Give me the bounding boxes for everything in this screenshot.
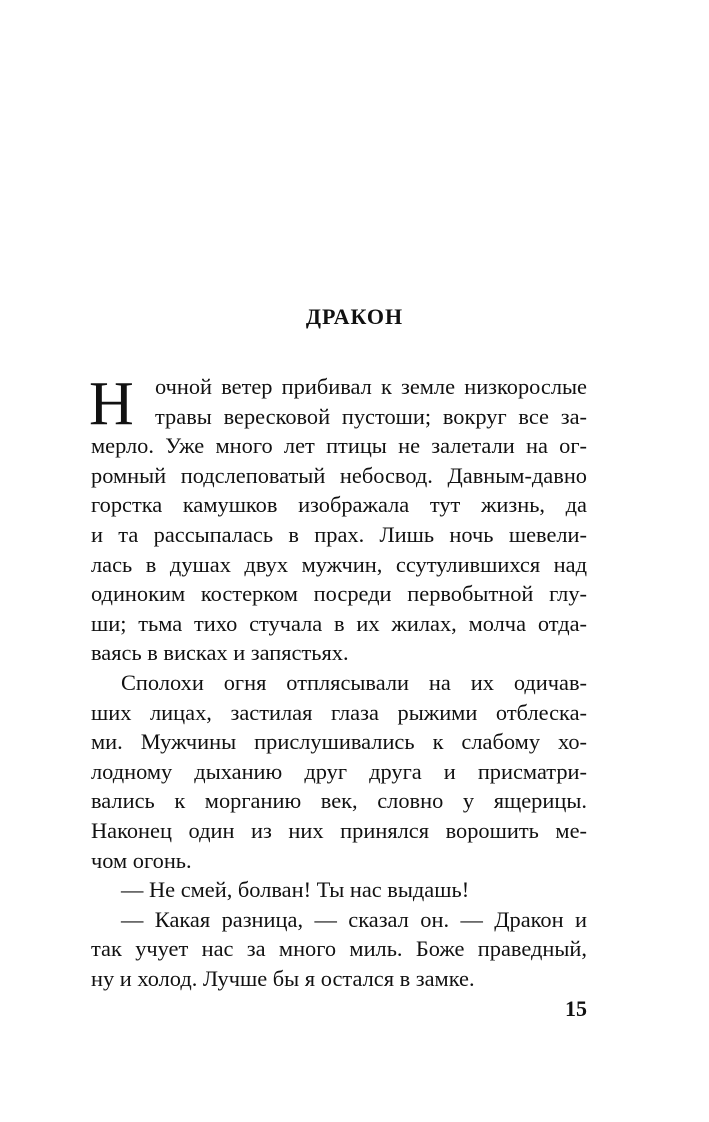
page-number: 15 — [565, 996, 587, 1021]
text-line: ну и холод. Лучше бы я остался в замке. — [91, 965, 475, 991]
chapter-title: ДРАКОН — [305, 304, 404, 329]
drop-cap: Н — [89, 370, 134, 438]
text-line: так учует нас за много миль. Боже праведный, — [91, 936, 587, 962]
text-line: ми. Мужчины прислушивались к слабому хо- — [91, 729, 587, 755]
body-text — [91, 372, 587, 993]
text-line: Сполохи огня отплясывали на их одичав- — [121, 669, 587, 695]
text-line: — Не смей, болван! Ты нас выдашь! — [121, 877, 470, 903]
text-line: Наконец один из них принялся ворошить ме- — [91, 817, 587, 843]
text-line: ваясь в висках и запястьях. — [91, 640, 349, 666]
text-line: и та рассыпалась в прах. Лишь ночь шевели- — [91, 521, 587, 547]
text-line: лодному дыханию друг друга и присматри- — [91, 758, 587, 784]
text-line: лась в душах двух мужчин, ссутулившихся над — [91, 551, 587, 577]
text-line: одиноким костерком посреди первобытной глу- — [91, 581, 587, 607]
text-line: — Какая разница, — сказал он. — Дракон и — [121, 906, 587, 932]
text-line: мерло. Уже много лет птицы не залетали на ог- — [91, 433, 587, 459]
text-line: ши; тьма тихо стучала в их жилах, молча отда- — [91, 610, 587, 636]
text-line: ших лицах, застилая глаза рыжими отблеска- — [91, 699, 587, 725]
text-line: вались к морганию век, словно у ящерицы. — [91, 788, 587, 814]
text-line: горстка камушков изображала тут жизнь, да — [91, 492, 587, 518]
text-line: очной ветер прибивал к земле низкорослые — [155, 374, 587, 399]
text-line: ромный подслеповатый небосвод. Давным-давно — [91, 462, 587, 488]
text-line: чом огонь. — [91, 847, 192, 873]
text-line: травы вересковой пустоши; вокруг все за- — [155, 403, 587, 429]
